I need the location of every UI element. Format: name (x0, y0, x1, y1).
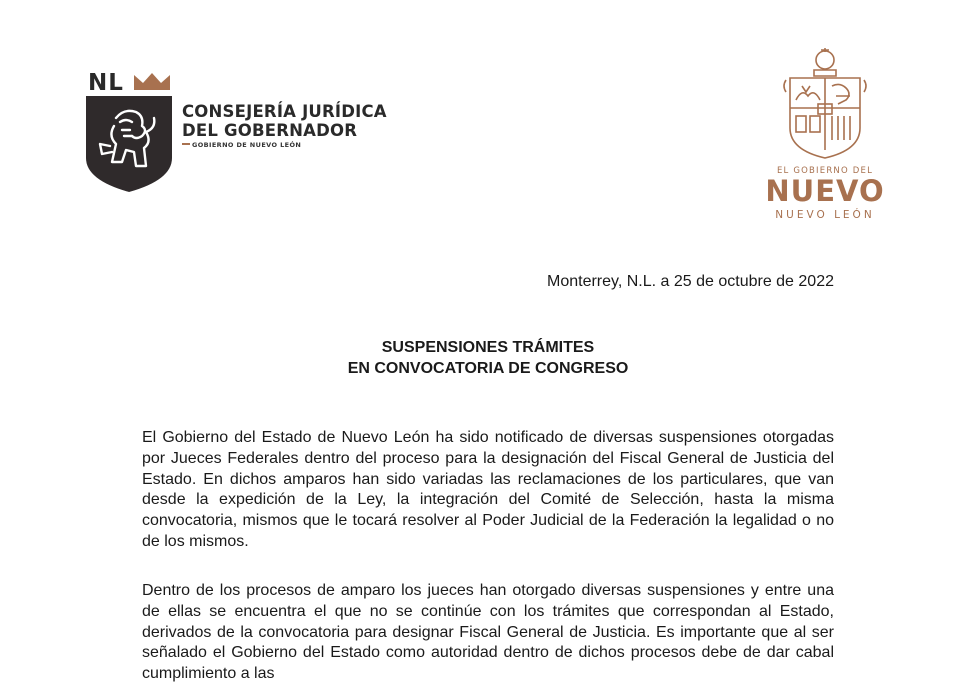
subline-accent (182, 143, 190, 145)
nuevo-wordmark: NUEVO (765, 174, 885, 208)
document-title-line1: SUSPENSIONES TRÁMITES (381, 339, 595, 356)
crown-icon (133, 71, 171, 91)
gobierno-del-label: EL GOBIERNO DEL (776, 166, 874, 176)
date-line: Monterrey, N.L. a 25 de octubre de 2022 (547, 273, 834, 290)
gobierno-subline: GOBIERNO DE NUEVO LEÓN (192, 141, 302, 149)
nuevo-leon-label: NUEVO LEÓN (775, 209, 875, 221)
nl-logo-mark: NL (88, 70, 124, 96)
consejeria-title-line2: DEL GOBERNADOR (182, 121, 358, 140)
consejeria-title-line1: CONSEJERÍA JURÍDICA (182, 102, 387, 121)
lion-shield-icon (86, 96, 172, 192)
coat-of-arms-icon (780, 46, 870, 162)
paragraph-1: El Gobierno del Estado de Nuevo León ha sido notificado de diversas suspensiones otorgadas por Jueces Federales dentro del proceso para la designación del Fiscal General de Justicia del Estado. En dichos amparos han sido variadas las reclamaciones de los particulares, que van desde la expedición de la Ley, la integración del Comité de Selección, hasta la misma convocatoria, mismos que le tocará resolver al Poder Judicial de la Federación la legalidad o no de los mismos. (142, 429, 834, 550)
document-title-line2: EN CONVOCATORIA DE CONGRESO (347, 360, 629, 377)
paragraph-2: Dentro de los procesos de amparo los jueces han otorgado diversas suspensiones y entre una de ellas se encuentra el que no se continúe con los trámites que correspondan al Estado, derivados de la convocatoria para designar Fiscal General de Justicia. Es importante que al ser señalado el Gobierno del Estado como autoridad dentro de dichos procesos debe de dar cabal cumplimiento a las (142, 582, 834, 683)
